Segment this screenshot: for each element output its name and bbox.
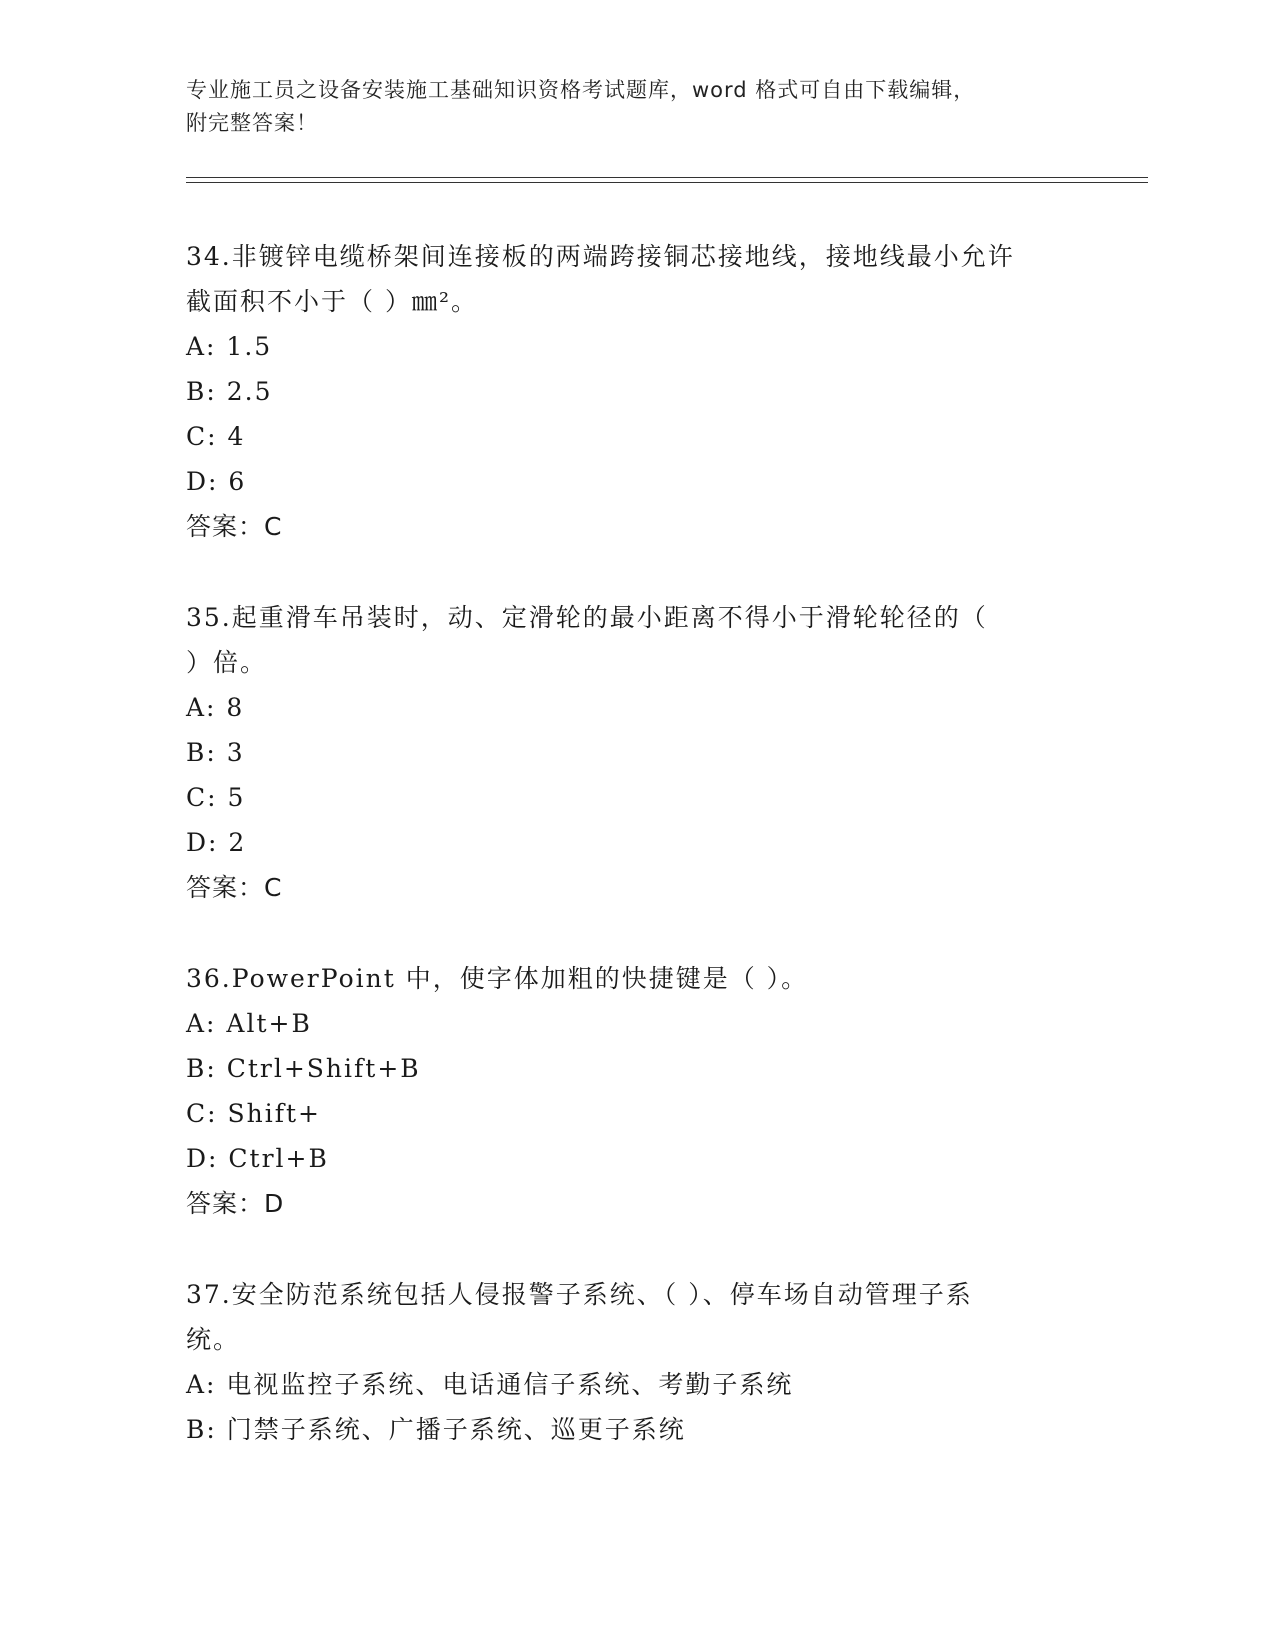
answer-line: 答案：C	[186, 512, 283, 541]
question-stem-line: 34.非镀锌电缆桥架间连接板的两端跨接铜芯接地线，接地线最小允许	[186, 242, 1015, 271]
question-stem-line: 36.PowerPoint 中，使字体加粗的快捷键是（ ）。	[186, 964, 809, 993]
option-c: C: 5	[186, 783, 246, 812]
header-line-1: 专业施工员之设备安装施工基础知识资格考试题库，word 格式可自由下载编辑，	[186, 78, 976, 102]
header-divider-bottom	[186, 182, 1148, 183]
document-header	[186, 74, 1066, 140]
question-35	[186, 595, 1086, 910]
option-a: A: Alt+B	[186, 1009, 312, 1038]
option-a: A: 8	[186, 693, 245, 722]
header-line-2: 附完整答案！	[186, 111, 318, 135]
answer-line: 答案：C	[186, 873, 283, 902]
option-c: C: 4	[186, 422, 246, 451]
option-d: D: Ctrl+B	[186, 1144, 329, 1173]
question-36	[186, 956, 1086, 1226]
option-b: B: 3	[186, 738, 245, 767]
question-stem-line: 35.起重滑车吊装时，动、定滑轮的最小距离不得小于滑轮轮径的（	[186, 603, 988, 632]
question-stem-line: ）倍。	[186, 648, 268, 677]
question-stem-line: 统。	[186, 1325, 241, 1354]
answer-line: 答案：D	[186, 1189, 285, 1218]
option-d: D: 6	[186, 467, 247, 496]
question-34	[186, 234, 1086, 549]
option-b: B: 门禁子系统、广播子系统、巡更子系统	[186, 1415, 686, 1444]
option-a: A: 电视监控子系统、电话通信子系统、考勤子系统	[186, 1370, 794, 1399]
option-d: D: 2	[186, 828, 247, 857]
question-37	[186, 1272, 1086, 1452]
option-b: B: 2.5	[186, 377, 273, 406]
option-b: B: Ctrl+Shift+B	[186, 1054, 421, 1083]
question-stem-line: 截面积不小于（ ）㎜²。	[186, 287, 478, 316]
option-a: A: 1.5	[186, 332, 273, 361]
question-stem-line: 37.安全防范系统包括人侵报警子系统、（ ）、停车场自动管理子系	[186, 1280, 973, 1309]
option-c: C: Shift+	[186, 1099, 321, 1128]
header-divider-top	[186, 177, 1148, 178]
